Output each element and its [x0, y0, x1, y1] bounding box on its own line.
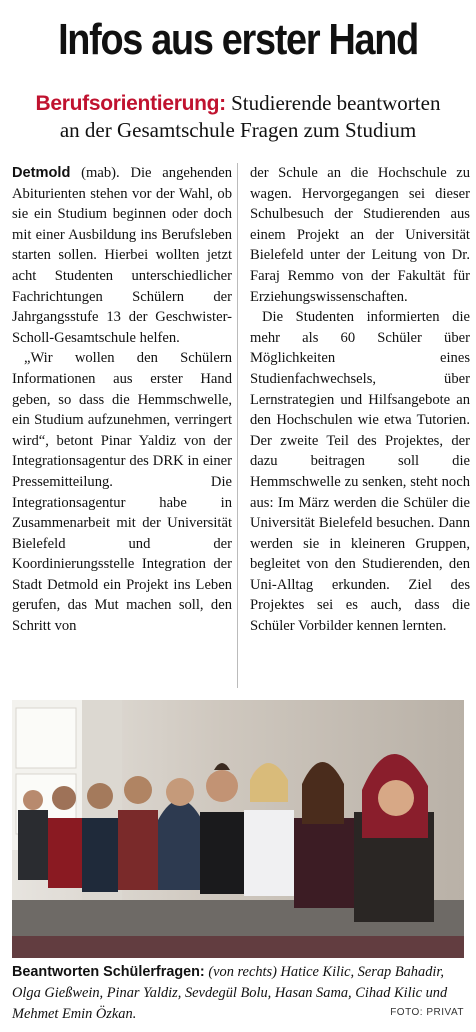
headline: Infos aus erster Hand	[58, 15, 418, 64]
article-column-right	[250, 163, 470, 637]
article-column-left	[12, 163, 232, 637]
article-paragraph: Die Studenten informierten die mehr als 60 Schüler über Möglichkeiten eines Studienfachwechsels, über Lernstrategien und Hilfsangebote an den Hochschulen wie etwa Tutorien. Der zweite Teil des Projektes, der dazu beitragen soll die Hemmschwelle zu senken, steht noch aus: Im März werden die Schüler die Universität Bielefeld besuchen. Dann werden sie in kleineren Gruppen, begleitet von den Studierenden, den Uni-Alltag erkunden. Ziel des Projektes sei es auch, dass die Schüler Vorbilder kennen lernten.	[250, 309, 470, 635]
subhead-line-1	[0, 90, 476, 117]
paragraph-text: (mab). Die angehenden Abiturienten stehen vor der Wahl, ob sie ein Studium beginnen oder doch mit einer Ausbildung ins Berufsleben starten sollen. Hierbei wollten jetzt acht Studenten unterschiedlicher Fachrichtungen Schülern der Jahrgangsstufe 13 der Geschwister-Scholl-Gesamtschule helfen.	[12, 165, 232, 346]
article-paragraph	[12, 163, 232, 348]
subhead-text-1: Studierende beantworten	[231, 91, 441, 115]
group-photo	[12, 700, 464, 958]
caption-lead: Beantworten Schülerfragen:	[12, 964, 205, 980]
subhead-kicker: Berufsorientierung:	[35, 92, 226, 115]
dateline: Detmold	[12, 165, 71, 181]
subhead-line-2: an der Gesamtschule Fragen zum Studium	[59, 118, 417, 142]
group-photo-illustration	[12, 700, 464, 958]
column-divider	[237, 163, 238, 688]
subheadline	[0, 90, 476, 144]
article-paragraph: „Wir wollen den Schülern Informationen aus erster Hand geben, so dass die Hemmschwelle, ein Studium aufzunehmen, verringert wird“, betont Pinar Yaldiz von der Integrationsagentur des DRK in einer Pressemitteilung. Die Integrationsagentur habe in Zusammenarbeit mit der Universität Bielefeld und der Koordinierungsstelle Integration der Stadt Detmold ein Projekt ins Leben gerufen, das Mut machen soll, den Schritt von	[12, 350, 232, 635]
article-paragraph: der Schule an die Hochschule zu wagen. Hervorgegangen sei dieser Schulbesuch der Studierenden aus einem Projekt an der Universität Bielefeld unter der Leitung von Dr. Faraj Remmo von der Fakultät für Erziehungswissenschaften.	[250, 165, 470, 305]
caption-text: (von rechts) Hatice Kilic, Serap Bahadir, Olga Gießwein, Pinar Yaldiz, Sevdegül Bolu, Hasan Sama, Cihad Kilic und Mehmet Emin Özkan.	[12, 964, 448, 1022]
photo-credit: FOTO: PRIVAT	[390, 1007, 464, 1018]
